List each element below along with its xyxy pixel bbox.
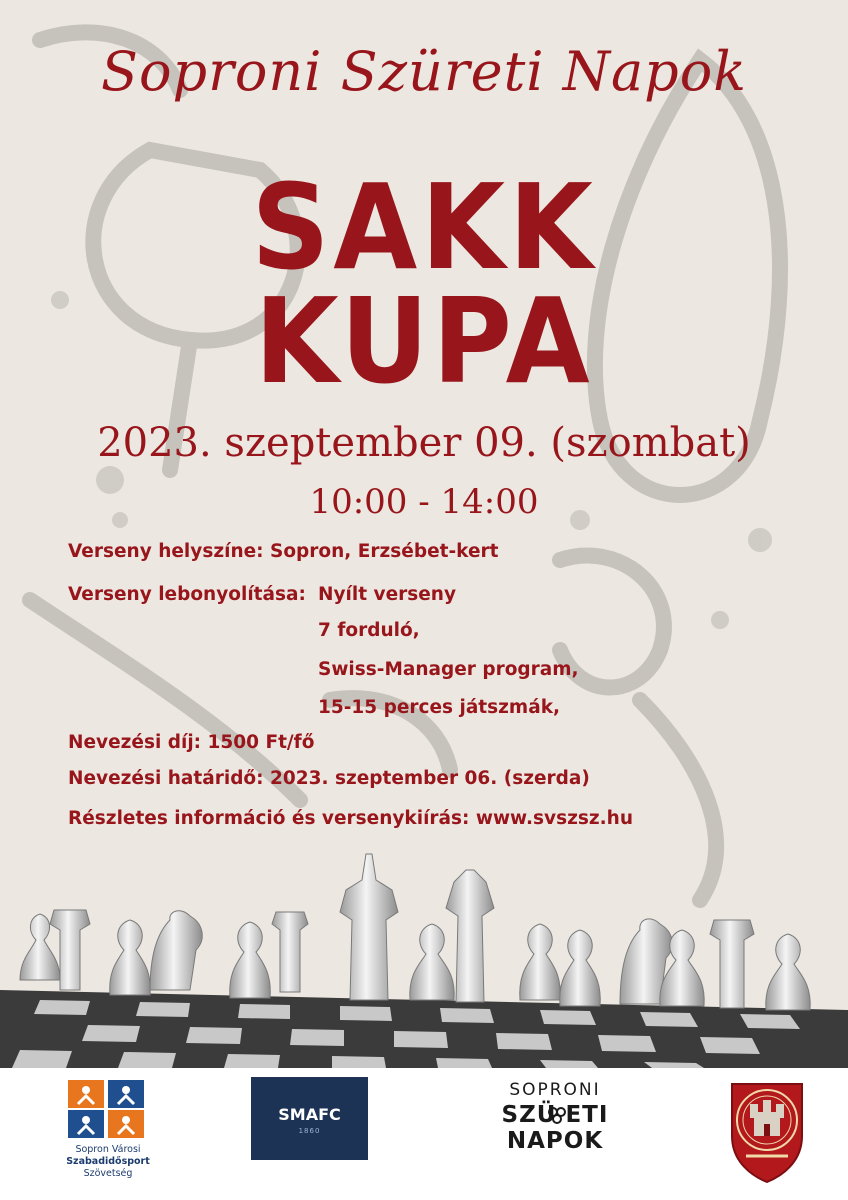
sponsor-footer: [0, 1068, 848, 1200]
title-kupa: KUPA: [254, 272, 594, 410]
format-line-2: 7 forduló,: [318, 620, 420, 641]
svsz-line1: Sopron Városi: [75, 1144, 141, 1155]
city-crest-icon: [726, 1076, 808, 1184]
format-line-4: 15-15 perces játszmák,: [318, 697, 561, 718]
szn-line2: SZÜ ETI: [501, 1102, 609, 1128]
smafc-logo: [251, 1077, 368, 1160]
details-line: Részletes információ és versenykiírás: www.svszsz.hu: [68, 808, 633, 829]
format-label: Verseny lebonyolítása:: [68, 584, 306, 605]
grape-icon: [546, 1105, 568, 1127]
chess-pieces-icon: [0, 820, 848, 1068]
szn-line1: SOPRONI: [509, 1080, 601, 1100]
event-name: Soproni Szüreti Napok: [101, 40, 747, 103]
svsz-logo: [52, 1074, 164, 1194]
szureti-napok-logo: [480, 1080, 630, 1180]
svsz-line2: Szabadidősport: [66, 1156, 150, 1167]
event-date: 2023. szeptember 09. (szombat): [97, 420, 751, 466]
smafc-text: SMAFC: [278, 1105, 341, 1124]
deadline-line: Nevezési határidő: 2023. szeptember 06. (szerda): [68, 768, 590, 789]
svsz-emblem-icon: [52, 1074, 164, 1142]
venue-line: Verseny helyszíne: Sopron, Erzsébet-kert: [68, 541, 499, 562]
fee-line: Nevezési díj: 1500 Ft/fő: [68, 732, 315, 753]
sopron-crest-logo: [726, 1076, 808, 1184]
title-sakk: SAKK: [251, 158, 597, 296]
event-time: 10:00 - 14:00: [309, 482, 539, 522]
szn-line3: NAPOK: [506, 1128, 604, 1154]
smafc-year: 1860: [298, 1127, 321, 1135]
format-line-3: Swiss-Manager program,: [318, 659, 579, 680]
format-line-1: Nyílt verseny: [318, 584, 457, 605]
svsz-line3: Szövetség: [83, 1168, 133, 1179]
